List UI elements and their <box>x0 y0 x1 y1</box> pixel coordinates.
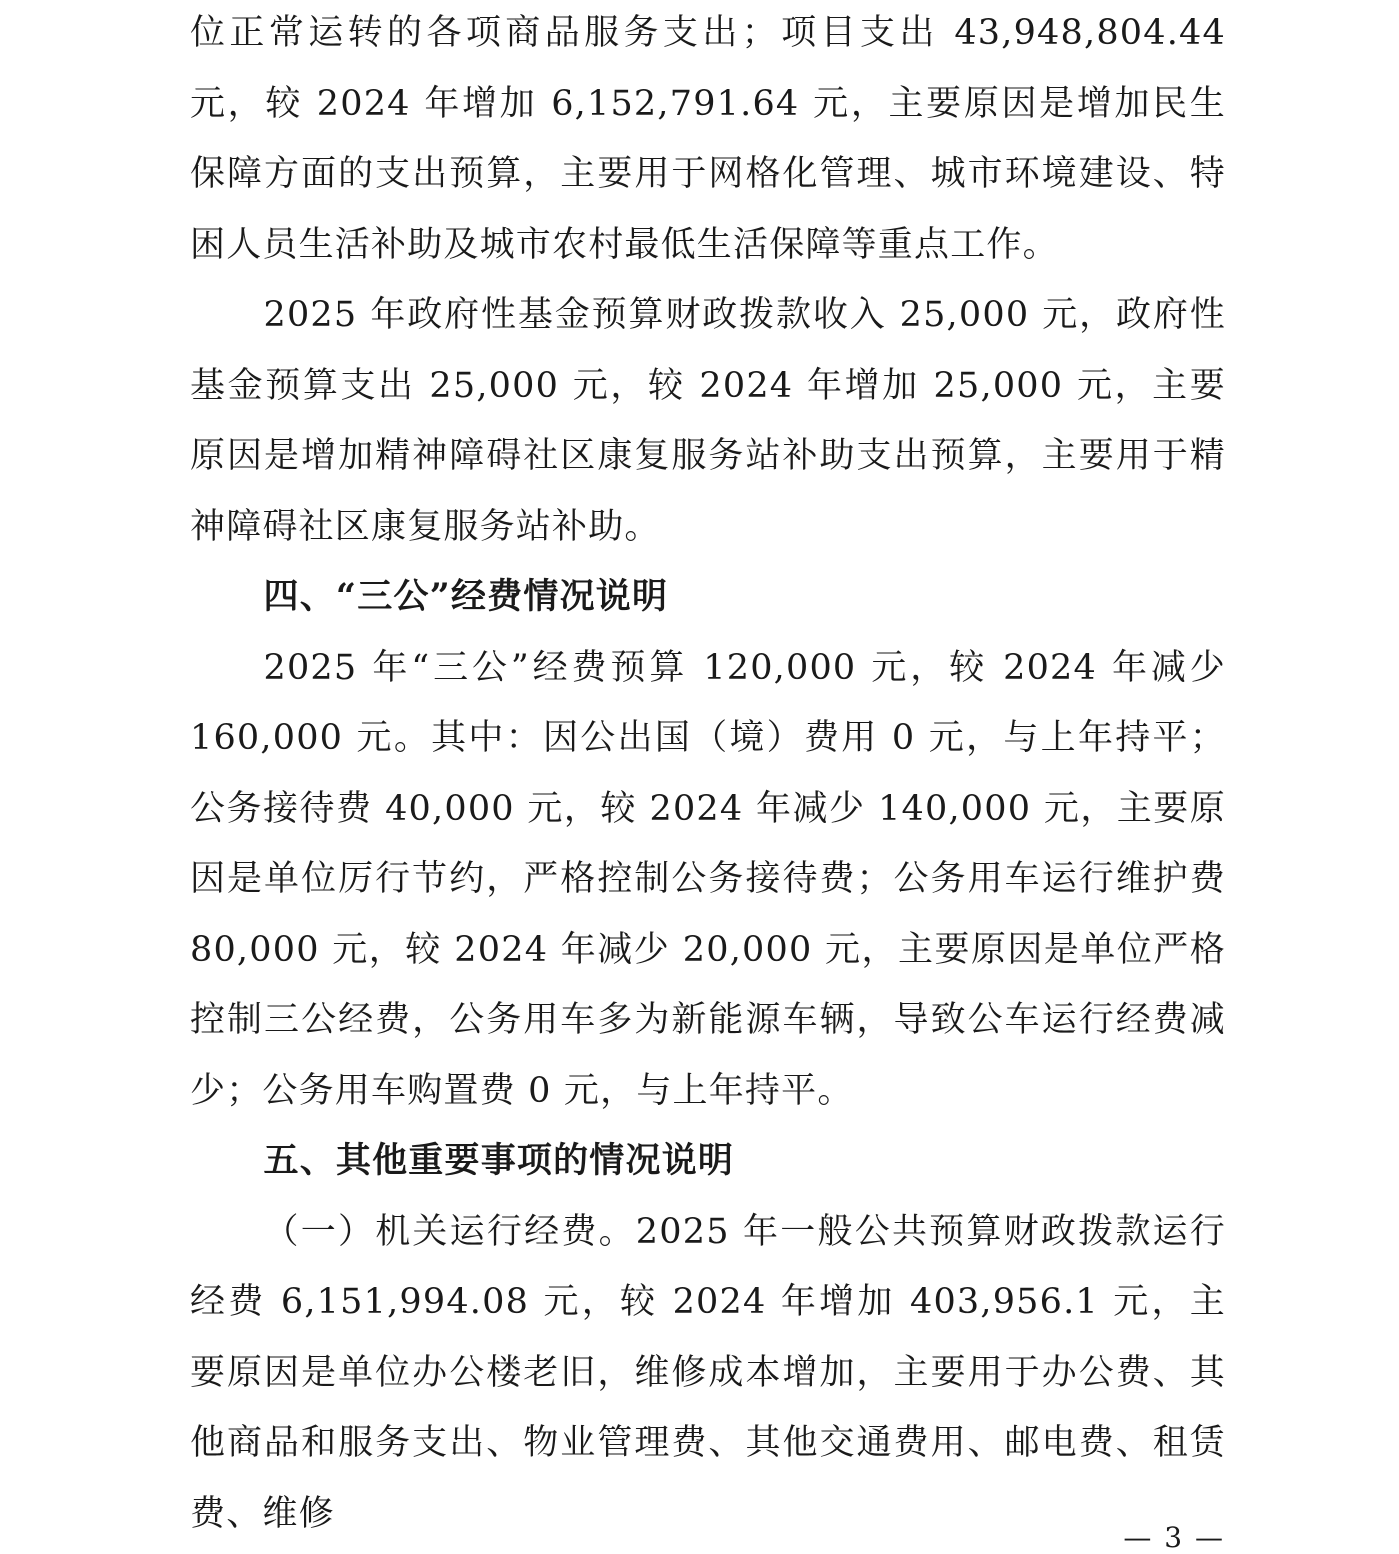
body-paragraph-operating-expenses: （一）机关运行经费。2025 年一般公共预算财政拨款运行经费 6,151,994.08 元，较 2024 年增加 403,956.1 元，主要原因是单位办公楼老旧，维修成本增加，主要用于办公费、其他商品和服务支出、物业管理费、其他交通费用、邮电费、租赁费、维修 <box>190 1211 1226 1534</box>
body-paragraph-government-fund: 2025 年政府性基金预算财政拨款收入 25,000 元，政府性基金预算支出 25,000 元，较 2024 年增加 25,000 元，主要原因是增加精神障碍社区康复服务站补助支出预算，主要用于精神障碍社区康复服务站补助。 <box>190 295 1226 547</box>
document-page <box>190 0 1226 1554</box>
section-heading-three-public-expenses: 四、“三公”经费情况说明 <box>263 576 669 617</box>
body-paragraph-three-public-expenses: 2025 年“三公”经费预算 120,000 元，较 2024 年减少 160,000 元。其中：因公出国（境）费用 0 元，与上年持平；公务接待费 40,000 元，较 2024 年减少 140,000 元，主要原因是单位厉行节约，严格控制公务接待费；公务用车运行维护费 80,000 元，较 2024 年减少 20,000 元，主要原因是单位严格控制三公经费，公务用车多为新能源车辆，导致公车运行经费减少；公务用车购置费 0 元，与上年持平。 <box>190 647 1226 1111</box>
body-paragraph-continuation: 位正常运转的各项商品服务支出；项目支出 43,948,804.44 元，较 2024 年增加 6,152,791.64 元，主要原因是增加民生保障方面的支出预算，主要用于网格化管理、城市环境建设、特困人员生活补助及城市农村最低生活保障等重点工作。 <box>190 13 1226 265</box>
section-heading-other-important-matters: 五、其他重要事项的情况说明 <box>263 1140 735 1181</box>
page-number: — 3 — <box>1123 1521 1225 1554</box>
